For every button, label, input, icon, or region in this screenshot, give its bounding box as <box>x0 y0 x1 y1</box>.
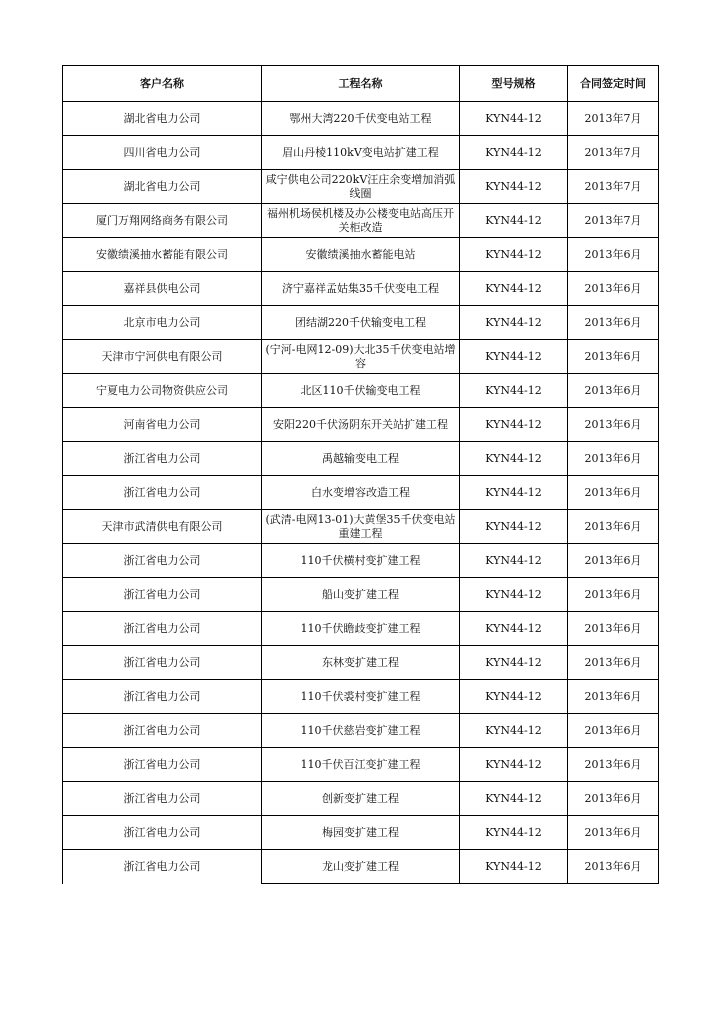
contract-sheet <box>62 65 658 884</box>
cell-date: 2013年6月 <box>568 340 659 374</box>
cell-customer: 天津市武清供电有限公司 <box>63 510 262 544</box>
cell-model: KYN44-12 <box>460 306 568 340</box>
cell-model: KYN44-12 <box>460 578 568 612</box>
cell-model: KYN44-12 <box>460 816 568 850</box>
cell-customer: 浙江省电力公司 <box>63 612 262 646</box>
header-row <box>63 66 659 102</box>
table-row <box>63 170 659 204</box>
cell-model: KYN44-12 <box>460 136 568 170</box>
cell-date: 2013年7月 <box>568 102 659 136</box>
cell-project: 济宁嘉祥孟姑集35千伏变电工程 <box>262 272 460 306</box>
cell-model: KYN44-12 <box>460 204 568 238</box>
table-row <box>63 340 659 374</box>
cell-date: 2013年6月 <box>568 374 659 408</box>
cell-project: 安徽绩溪抽水蓄能电站 <box>262 238 460 272</box>
cell-model: KYN44-12 <box>460 646 568 680</box>
cell-model: KYN44-12 <box>460 238 568 272</box>
cell-date: 2013年6月 <box>568 578 659 612</box>
cell-model: KYN44-12 <box>460 680 568 714</box>
cell-model: KYN44-12 <box>460 510 568 544</box>
cell-model: KYN44-12 <box>460 102 568 136</box>
cell-project: 110千伏横村变扩建工程 <box>262 544 460 578</box>
table-row <box>63 646 659 680</box>
cell-date: 2013年6月 <box>568 544 659 578</box>
cell-project: 安阳220千伏汤阴东开关站扩建工程 <box>262 408 460 442</box>
cell-project: 东林变扩建工程 <box>262 646 460 680</box>
cell-project: 龙山变扩建工程 <box>262 850 460 884</box>
cell-project: (武清-电网13-01)大黄堡35千伏变电站重建工程 <box>262 510 460 544</box>
cell-date: 2013年7月 <box>568 204 659 238</box>
cell-customer: 四川省电力公司 <box>63 136 262 170</box>
cell-customer: 嘉祥县供电公司 <box>63 272 262 306</box>
table-row <box>63 680 659 714</box>
cell-customer: 河南省电力公司 <box>63 408 262 442</box>
cell-project: 创新变扩建工程 <box>262 782 460 816</box>
table-row <box>63 816 659 850</box>
cell-customer: 浙江省电力公司 <box>63 680 262 714</box>
table-row <box>63 272 659 306</box>
cell-model: KYN44-12 <box>460 748 568 782</box>
table-row <box>63 238 659 272</box>
cell-model: KYN44-12 <box>460 340 568 374</box>
cell-customer: 浙江省电力公司 <box>63 748 262 782</box>
cell-model: KYN44-12 <box>460 850 568 884</box>
table-row <box>63 476 659 510</box>
cell-project: 110千伏百江变扩建工程 <box>262 748 460 782</box>
cell-project: 福州机场侯机楼及办公楼变电站高压开关柜改造 <box>262 204 460 238</box>
cell-date: 2013年6月 <box>568 680 659 714</box>
cell-customer: 浙江省电力公司 <box>63 476 262 510</box>
cell-date: 2013年6月 <box>568 850 659 884</box>
cell-customer: 浙江省电力公司 <box>63 714 262 748</box>
cell-model: KYN44-12 <box>460 408 568 442</box>
cell-project: 船山变扩建工程 <box>262 578 460 612</box>
cell-date: 2013年6月 <box>568 782 659 816</box>
table-row <box>63 408 659 442</box>
cell-project: 咸宁供电公司220kV汪庄余变增加消弧线圈 <box>262 170 460 204</box>
cell-date: 2013年6月 <box>568 714 659 748</box>
cell-customer: 北京市电力公司 <box>63 306 262 340</box>
cell-model: KYN44-12 <box>460 612 568 646</box>
table-body <box>63 102 659 884</box>
table-row <box>63 374 659 408</box>
cell-project: 鄂州大湾220千伏变电站工程 <box>262 102 460 136</box>
cell-project: 团结湖220千伏输变电工程 <box>262 306 460 340</box>
table-row <box>63 136 659 170</box>
header-date: 合同签定时间 <box>568 66 659 102</box>
cell-project: 禹越输变电工程 <box>262 442 460 476</box>
cell-date: 2013年6月 <box>568 612 659 646</box>
table-header <box>63 66 659 102</box>
table-row <box>63 850 659 884</box>
table-row <box>63 612 659 646</box>
cell-customer: 天津市宁河供电有限公司 <box>63 340 262 374</box>
table-row <box>63 544 659 578</box>
cell-model: KYN44-12 <box>460 476 568 510</box>
cell-model: KYN44-12 <box>460 374 568 408</box>
cell-customer: 宁夏电力公司物资供应公司 <box>63 374 262 408</box>
cell-project: 眉山丹棱110kV变电站扩建工程 <box>262 136 460 170</box>
cell-project: 110千伏慈岩变扩建工程 <box>262 714 460 748</box>
header-project: 工程名称 <box>262 66 460 102</box>
table-row <box>63 306 659 340</box>
cell-date: 2013年7月 <box>568 170 659 204</box>
cell-model: KYN44-12 <box>460 442 568 476</box>
cell-customer: 浙江省电力公司 <box>63 442 262 476</box>
table-row <box>63 748 659 782</box>
cell-customer: 浙江省电力公司 <box>63 544 262 578</box>
cell-customer: 浙江省电力公司 <box>63 578 262 612</box>
cell-customer: 湖北省电力公司 <box>63 170 262 204</box>
cell-date: 2013年6月 <box>568 408 659 442</box>
cell-date: 2013年6月 <box>568 646 659 680</box>
cell-model: KYN44-12 <box>460 544 568 578</box>
cell-model: KYN44-12 <box>460 272 568 306</box>
cell-project: 北区110千伏输变电工程 <box>262 374 460 408</box>
header-model: 型号规格 <box>460 66 568 102</box>
cell-date: 2013年6月 <box>568 476 659 510</box>
cell-date: 2013年6月 <box>568 306 659 340</box>
contract-table <box>62 65 659 884</box>
cell-model: KYN44-12 <box>460 170 568 204</box>
cell-customer: 浙江省电力公司 <box>63 646 262 680</box>
cell-customer: 厦门万翔网络商务有限公司 <box>63 204 262 238</box>
cell-date: 2013年6月 <box>568 510 659 544</box>
cell-customer: 安徽绩溪抽水蓄能有限公司 <box>63 238 262 272</box>
cell-customer: 浙江省电力公司 <box>63 850 262 884</box>
cell-project: 白水变增容改造工程 <box>262 476 460 510</box>
cell-project: 110千伏裘村变扩建工程 <box>262 680 460 714</box>
cell-customer: 浙江省电力公司 <box>63 816 262 850</box>
cell-project: 110千伏瞻歧变扩建工程 <box>262 612 460 646</box>
table-row <box>63 714 659 748</box>
cell-date: 2013年7月 <box>568 136 659 170</box>
cell-project: (宁河-电网12-09)大北35千伏变电站增容 <box>262 340 460 374</box>
table-row <box>63 102 659 136</box>
table-row <box>63 782 659 816</box>
cell-date: 2013年6月 <box>568 238 659 272</box>
table-row <box>63 510 659 544</box>
cell-customer: 湖北省电力公司 <box>63 102 262 136</box>
cell-date: 2013年6月 <box>568 748 659 782</box>
header-customer: 客户名称 <box>63 66 262 102</box>
table-row <box>63 442 659 476</box>
cell-date: 2013年6月 <box>568 816 659 850</box>
table-row <box>63 578 659 612</box>
cell-model: KYN44-12 <box>460 782 568 816</box>
cell-customer: 浙江省电力公司 <box>63 782 262 816</box>
cell-project: 梅园变扩建工程 <box>262 816 460 850</box>
cell-model: KYN44-12 <box>460 714 568 748</box>
table-row <box>63 204 659 238</box>
cell-date: 2013年6月 <box>568 442 659 476</box>
cell-date: 2013年6月 <box>568 272 659 306</box>
